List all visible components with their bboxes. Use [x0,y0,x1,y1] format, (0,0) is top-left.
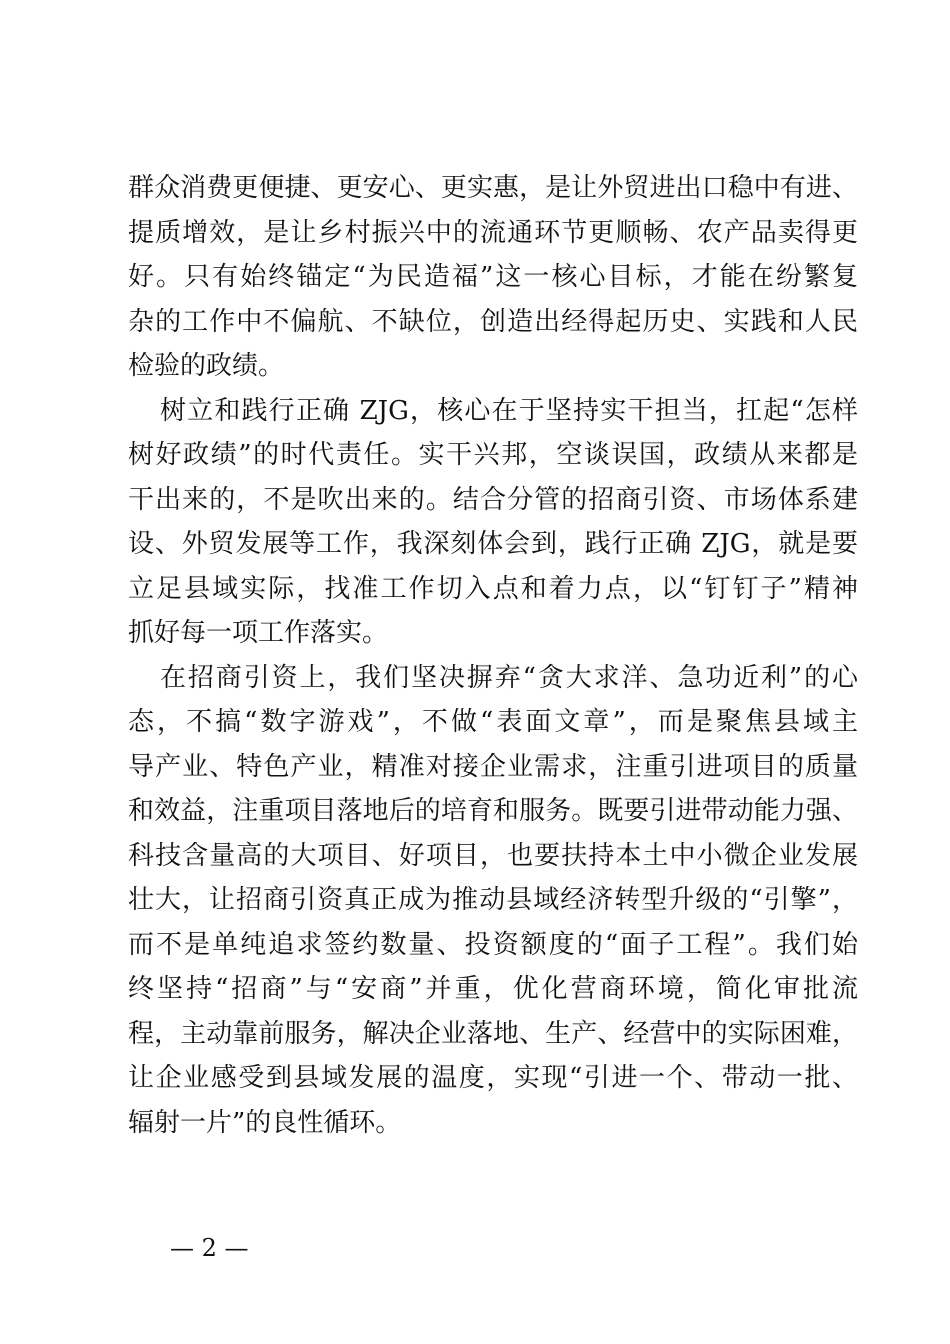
text-line: 让企业感受到县域发展的温度，实现“引进一个、带动一批、 [128,1063,858,1093]
text-line: 立足县域实际，找准工作切入点和着力点，以“钉钉子”精神 [128,573,858,604]
text-line: 杂的工作中不偏航、不缺位，创造出经得起历史、实践和人民 [128,306,858,337]
text-line: 提质增效，是让乡村振兴中的流通环节更顺畅、农产品卖得更 [128,217,858,248]
text-line: 态，不搞“数字游戏”，不做“表面文章”，而是聚焦县域主 [128,707,858,737]
text-line: 辐射一片”的良性循环。 [128,1107,402,1138]
page-number: — 2 — [170,1234,249,1262]
text-line: 在招商引资上，我们坚决摒弃“贪大求洋、急功近利”的心 [160,662,858,693]
text-line: 检验的政绩。 [128,351,285,381]
text-line: 树立和践行正确 ZJG，核心在于坚持实干担当，扛起“怎样 [160,395,858,426]
text-line: 壮大，让招商引资真正成为推动县域经济转型升级的“引擎”， [128,885,858,915]
text-line: 科技含量高的大项目、好项目，也要扶持本土中小微企业发展 [128,840,858,871]
text-line: 抓好每一项工作落实。 [128,618,389,648]
text-line: 树好政绩”的时代责任。实干兴邦，空谈误国，政绩从来都是 [128,440,858,470]
text-line: 干出来的，不是吹出来的。结合分管的招商引资、市场体系建 [128,484,858,515]
text-line: 好。只有始终锚定“为民造福”这一核心目标，才能在纷繁复 [128,262,858,292]
text-line: 而不是单纯追求签约数量、投资额度的“面子工程”。我们始 [128,929,858,960]
text-line: 终坚持“招商”与“安商”并重，优化营商环境，简化审批流 [128,974,858,1004]
text-line: 群众消费更便捷、更安心、更实惠，是让外贸进出口稳中有进、 [128,173,858,203]
body-text [128,166,858,1145]
text-line: 和效益，注重项目落地后的培育和服务。既要引进带动能力强、 [128,796,858,826]
text-line: 程，主动靠前服务，解决企业落地、生产、经营中的实际困难， [128,1018,858,1049]
text-line: 导产业、特色产业，精准对接企业需求，注重引进项目的质量 [128,751,858,782]
text-line: 设、外贸发展等工作，我深刻体会到，践行正确 ZJG，就是要 [128,529,858,559]
